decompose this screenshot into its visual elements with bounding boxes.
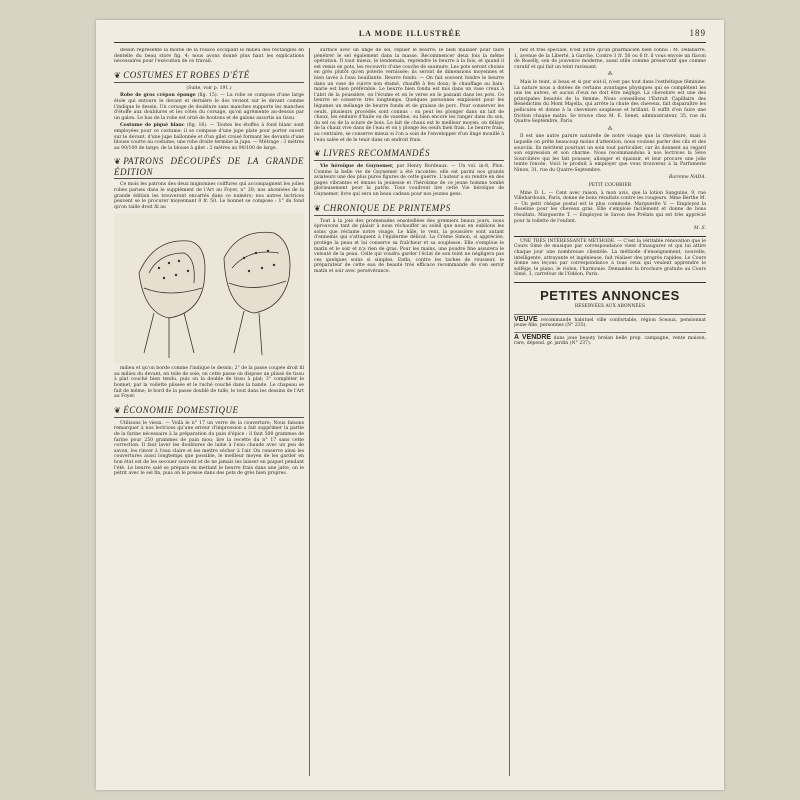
ornament-icon: ❦ — [314, 203, 322, 213]
newspaper-page — [96, 20, 724, 790]
robe-text: (fig. 15). — La robe se compose d'une large étole qui entoure le devant et dernière le dos revient sur le devant comme l'indique le dessin. Un corsage de doublure sans manches supporte les manches d'étoffe aux doublures et les côtés du corsage, qu'on agrémente au-dessus par un galon. Le bas de la robe est orné de boutons et de galons assortis au tissu. — [114, 93, 304, 121]
annonce-lead: A VENDRE — [514, 333, 552, 341]
col3-text-2: Mais le teint, si beau et si pur soit-il, n'est pas tout dans l'esthétique féminine. La nature nous a dotées de certains avantages physiques qui se complètent les uns les autres, et aucun d'eux ne doit être négligé. La chevelure est une des principales beautés de la femme. Nous conseillons l'Extrait Capillaire des Bénédictins du Mont Majella, qui arrête la chute des cheveux, fait disparaître les pellicules et donne à la chevelure souplesse et brillant. Il suffit d'en faire une friction chaque matin. Se trouve chez M. E. Senet, administrateur, 35, rue du Quatre-Septembre, Paris. — [514, 79, 706, 125]
robe-title: Robe de gros crépon éponge — [120, 93, 196, 99]
methode-text: UNE TRÈS INTÉRESSANTE MÉTHODE. — C'est la véritable rénovation que le Cours Simé de musique par correspondance vient d'inaugurer et qui lui attire chaque jour une nombreuse clientèle. La méthode d'enseignement, nouvelle, intelligente, attrayante et ingénieuse, fait réaliser des progrès rapides. Le Cours donne ses leçons par correspondance à tous ceux qui veulent apprendre le solfège, le piano, le violon, l'harmonie. Demandez la brochure gratuite au Cours Simé, 3, carrefour de l'Odéon, Paris. — [514, 238, 706, 278]
chronique-paragraph: Tout à la joie des promenades ensoleillées des premiers beaux jours, nous éprouvons tant de plaisir à nous réchauffer au soleil que nous en oublions les soins que réclame notre visage. Le hâle, le vent, la poussière sont autant d'ennemis qui s'attaquent à l'épiderme délicat. La Crème Simon, si appréciée, protège la peau et lui conserve sa fraîcheur et sa souplesse. Elle s'emploie le matin et le soir et n'a rien de gras. Pour les mains, une poudre fine assurera le velouté de la peau. Celle qui voudra garder l'éclat de son teint ne négligera pas ces quelques soins si simples. Enfin, contre les taches de rousseur, le préparateur de cette eau de beauté très efficace recommande de s'en servir matin et soir avec persévérance. — [314, 218, 504, 274]
costumes-heading: ❦ COSTUMES ET ROBES D'ÉTÉ — [114, 70, 304, 83]
annonce-item — [514, 314, 706, 329]
courrier-paragraph: Mme D. L. — Cent avec raison, à mon avis, que la lotion Sanguine, 9, rue Villehardouin, Paris, donne de bons résultats contre les rougeurs. Mme Berthe M. — Un petit chèque postal est le plus commode. Marguerite V. — Employez la Roseline pour les cheveux gras. Elle s'emploie facilement et donne de bons résultats. Marguerite T. — Employez le Savon des Prélats qui est très apprécié pour la toilette de l'enfant. — [514, 190, 706, 224]
patrons-paragraph: Ce mois les patrons des deux mignonnes coiffures qui accompagnent les jolies robes parues dans le supplément de l'Art au Foyer, n° 20; nos abonnées de la grande édition les trouveront encartés dans ce numéro; nos autres lectrices peuvent se le procurer moyennant 0 fr. 50. Le bonnet se compose : 1° du fond qu'on taille droit fil au — [114, 182, 304, 210]
column-rule — [509, 48, 510, 776]
livres-paragraph — [314, 164, 504, 198]
col3-text-1: nez et très spéciale, n'est autre qu'un pharmacien bien connu : M. Delabarre, 1, avenue de la Liberté, à Garche. Contre 3 fr. 50 ou 6 fr. il vous envoie un flacon de Roselly, son de jouvence moderne, aussi utile comme préservatif que comme curatif et qui fait un teint ravissant. — [514, 48, 706, 70]
patrons-after-figure: milieu et qu'on borde comme l'indique le dessin; 2° de la passe coupée droit fil au milieu du devant, en toile de soie; on cette passe on dispose un plissé de tissu à plat couché bien tendu, puis on la double de tissu à plat; 3° compléter le bonnet, par la voilette plissée et le ruché couché dans la bande. Le chapeau se fait de même; le bord de la passe doublé de tulle, le tout dans les dessins de l'Art au Foyer. — [114, 366, 304, 400]
ornament-icon: ❦ — [114, 70, 122, 80]
column-2 — [314, 48, 504, 776]
livre-text: par Henry Bordeaux. — Un vol. in-8, Plon. Comme la belle vie de Guynemer a été racontée, elle est parmi nos grands aviateurs une des plus pures figures de cette guerre. L'auteur a su rendre en des pages vibrantes et émues la jeunesse et l'héroïsme de ce jeune homme tombé glorieusement pour la patrie. Tous voudront lire cette Vie héroïque de Guynemer, livre qui sera un beau cadeau pour nos jeunes gens. — [314, 164, 504, 198]
signature-ms: M. S. — [693, 226, 706, 232]
ornament-icon: ❦ — [114, 157, 122, 167]
economie-paragraph: Utilisons le vieux. — Voilà le n° 17 un verre de la couverture; Nous faisons remarquer à nos lectrices qu'une erreur d'impression a fait supprimer la partie de la farine nécessaire à la préparation du pain d'épice : il faut 500 grammes de farine pour 250 grammes de pain mou; lire la recette du n° 17 sans cette correction. Il faut laver les doublures de laine à l'eau chaude avec un peu de savon, les rincer à l'eau claire et les mettre sécher à l'air. On conserve ainsi les couvertures aussi longtemps que possible, le meilleur moyen de les garder en bon état est de les secouer souvent et de ne jamais les laisser en paquet pendant l'été. Le beurre salé se prépare en mettant le beurre frais dans une jatte, on le pétrit avec le sel fin, puis on le presse dans des pots de grès bien propres. — [114, 420, 304, 477]
petites-annonces-title: PETITES ANNONCES — [540, 287, 680, 303]
bonnet-drawing — [114, 213, 304, 363]
col3-text-3: Il est une autre parure naturelle de notre visage que la chevelure, mais à laquelle on prête beaucoup moins d'attention, nous voulons parler des cils et des sourcils. Ils méritent pourtant un soin tout particulier, car ils donnent au regard son expression et son charme. Nous recommandons à nos lectrices la Sève Sourcilière qui les fait pousser, allonger et épaissir, et leur procure une jolie teinte foncée. Voici le produit à employer que vous trouverez à la Parfumerie Ninon, 31, rue du Quatre-Septembre. — [514, 134, 706, 173]
bonnet-illustration — [114, 213, 304, 363]
methode-box — [514, 236, 706, 283]
signature-nada: Baronne NADA. — [669, 175, 706, 181]
annonce-text: recommande habituel ville confortable, région Sceaux, pensionnat jeune fille, personnes (N° 235). — [514, 317, 706, 329]
recipes-paragraph: surface avec un linge de sel, replier le beurre; le bien malaxer pour faire pénétrer le sel également dans la masse. Recommencer deux fois la même opération. Il vaut mieux, le lendemain, reprendre le beurre à la fois, et quand il est remis en pots, les recouvrir d'une couche de saumure. Les pots seront choisis en grès plutôt qu'en poterie vernissée; ils seront de dimensions moyennes et bien lavés à l'eau bouillante. Beurre fondu. — On fait souvent fondre le beurre dans un vase de cuivre non étamé, chauffé à feu doux; le chauffage au bain-marie est bien préférable. Le beurre bien fondu est mis dans un vase creux à l'abri de la poussière, on l'écume et on le verse en le passant dans les pots. Ce beurre se conserve très longtemps. Quelques personnes emploient pour les légumes un mélange de beurre fondu et de graisse de porc. Pour conserver les oeufs, plusieurs procédés sont connus : on peut les plonger dans un lait de chaux, les enduire d'huile ou de vaseline, ou bien encore les ranger dans du son, du sel ou de la sciure de bois. Le lait de chaux est le meilleur moyen; on délaye de la chaux vive dans de l'eau et on y plonge les oeufs bien frais. Le beurre frais, au contraire, se conserve mieux si l'on a soin de l'envelopper d'un linge mouillé à l'eau salée et de le tenir dans un endroit frais. — [314, 48, 504, 143]
annonce-item — [514, 332, 706, 347]
ornament-icon: ❦ — [314, 149, 322, 159]
annonce-text: dans joue beauty brelan belle prop. campagne, vente maison, rare, dépend. gr. jardin (N° 237). — [514, 335, 706, 347]
column-3 — [514, 48, 706, 776]
column-1 — [114, 48, 304, 776]
page-header — [114, 26, 706, 43]
chronique-heading: ❦ CHRONIQUE DE PRINTEMPS — [314, 203, 504, 216]
annonce-lead: VEUVE — [514, 315, 538, 323]
livres-heading: ❦ LIVRES RECOMMANDÉS — [314, 148, 504, 161]
costume-text: (fig. 16). — Toutes les étoffes à fond blanc sont employées pour ce costume; il se compose d'une jupe plate pour porter ouvert sur le devant, d'une jupe ballonnée et d'un gilet croisé formant les devants d'une blouse courte au costume; une robe droite termine la jupe. — Métrage : 3 mètres au 90/100 de large; de la blouse à gilet : 2 mètres au 90/100 de large. — [114, 123, 304, 151]
stars-divider: ⁂ — [607, 72, 613, 78]
costume-title: Costume de piqué blanc — [120, 123, 185, 129]
columns — [114, 48, 706, 776]
livre-title: Vie héroïque de Guynemer, — [320, 164, 394, 170]
page-number: 189 — [689, 28, 706, 38]
column-rule — [309, 48, 310, 776]
intro-paragraph: dessin représente la moitié de la rosace occupant le milieu des rectangles en dentelle du beau store fig. 4; nous avons donné plus haut les explications nécessaires pour l'exécution de ce travail. — [114, 48, 304, 65]
robe-paragraph — [114, 93, 304, 121]
costume-paragraph — [114, 123, 304, 151]
ornament-icon: ❦ — [114, 405, 122, 415]
economie-heading: ❦ ÉCONOMIE DOMESTIQUE — [114, 405, 304, 418]
petit-courrier-title: PETIT COURRIER — [588, 183, 632, 189]
annonces-subtitle: RÉSERVÉES AUX ABONNÉES — [574, 303, 646, 309]
costumes-note: (Suite, voir p. 191.) — [186, 85, 232, 91]
stars-divider: ⁂ — [607, 126, 613, 132]
journal-title: LA MODE ILLUSTRÉE — [358, 29, 462, 38]
patrons-heading: ❦ PATRONS DÉCOUPÉS DE LA GRANDE ÉDITION — [114, 156, 304, 178]
